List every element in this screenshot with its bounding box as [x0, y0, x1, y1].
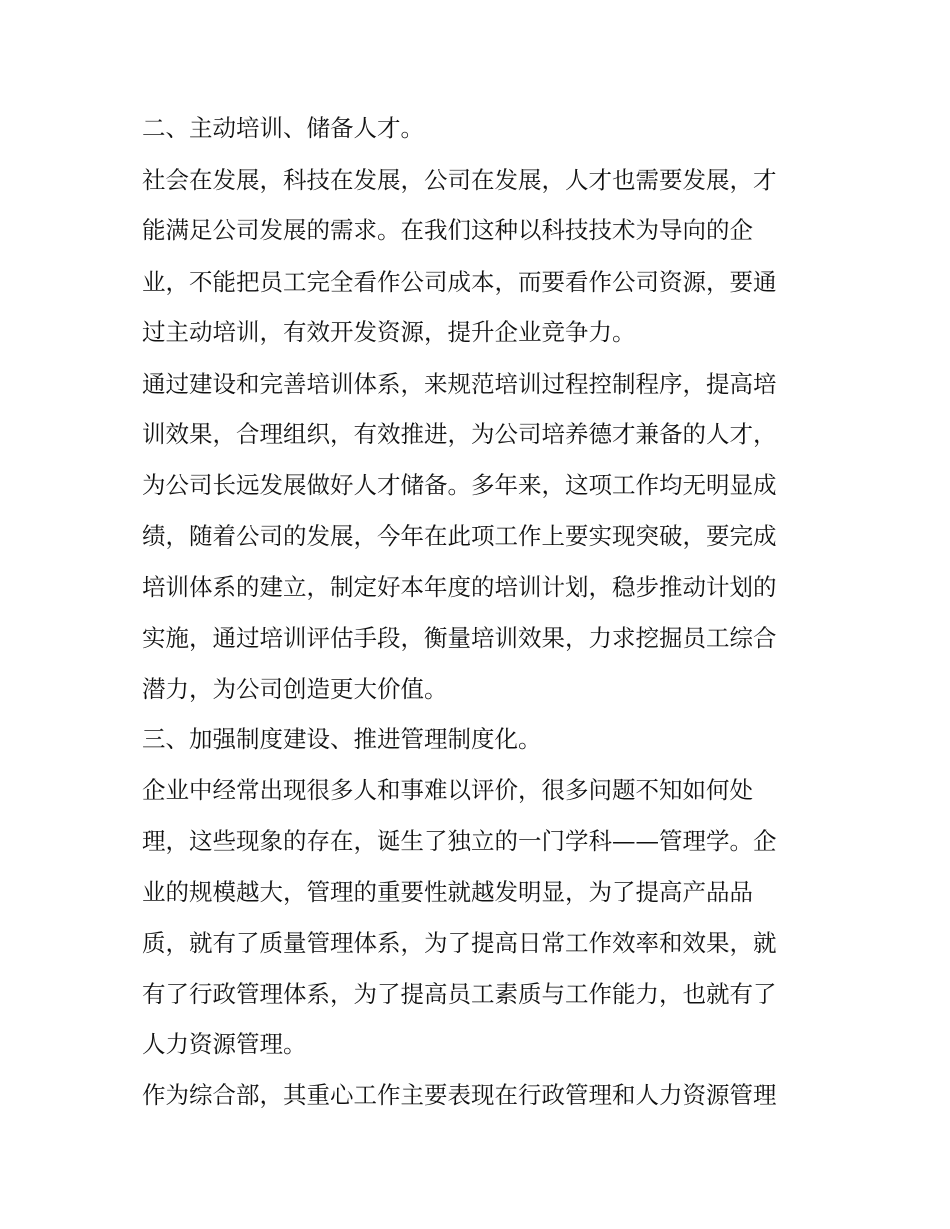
paragraph-line: 绩，随着公司的发展，今年在此项工作上要实现突破，要完成: [142, 522, 777, 550]
paragraph-line: 实施，通过培训评估手段，衡量培训效果，力求挖掘员工综合: [142, 624, 777, 652]
paragraph-line: 人力资源管理。: [142, 1030, 307, 1058]
paragraph-line: 社会在发展，科技在发展，公司在发展，人才也需要发展，才: [142, 166, 777, 194]
paragraph-line: 培训体系的建立，制定好本年度的培训计划，稳步推动计划的: [142, 573, 777, 601]
paragraph-line: 过主动培训，有效开发资源，提升企业竞争力。: [142, 318, 636, 346]
paragraph-line: 训效果，合理组织，有效推进，为公司培养德才兼备的人才，: [142, 420, 777, 448]
paragraph-line: 为公司长远发展做好人才储备。多年来，这项工作均无明显成: [142, 471, 777, 499]
section-heading-2: 二、主动培训、储备人才。: [142, 114, 424, 142]
paragraph-line: 质，就有了质量管理体系，为了提高日常工作效率和效果，就: [142, 929, 777, 957]
paragraph-line: 企业中经常出现很多人和事难以评价，很多问题不知如何处: [142, 776, 753, 804]
paragraph-line: 业的规模越大，管理的重要性就越发明显，为了提高产品品: [142, 878, 753, 906]
paragraph-line: 业，不能把员工完全看作公司成本，而要看作公司资源，要通: [142, 268, 777, 296]
paragraph-line: 有了行政管理体系，为了提高员工素质与工作能力，也就有了: [142, 980, 777, 1008]
paragraph-line: 能满足公司发展的需求。在我们这种以科技技术为导向的企: [142, 216, 753, 244]
paragraph-line: 理，这些现象的存在，诞生了独立的一门学科——管理学。企: [142, 827, 777, 855]
paragraph-line: 潜力，为公司创造更大价值。: [142, 675, 448, 703]
paragraph-line: 作为综合部，其重心工作主要表现在行政管理和人力资源管理: [142, 1081, 777, 1109]
paragraph-line: 通过建设和完善培训体系，来规范培训过程控制程序，提高培: [142, 370, 777, 398]
section-heading-3: 三、加强制度建设、推进管理制度化。: [142, 725, 542, 753]
